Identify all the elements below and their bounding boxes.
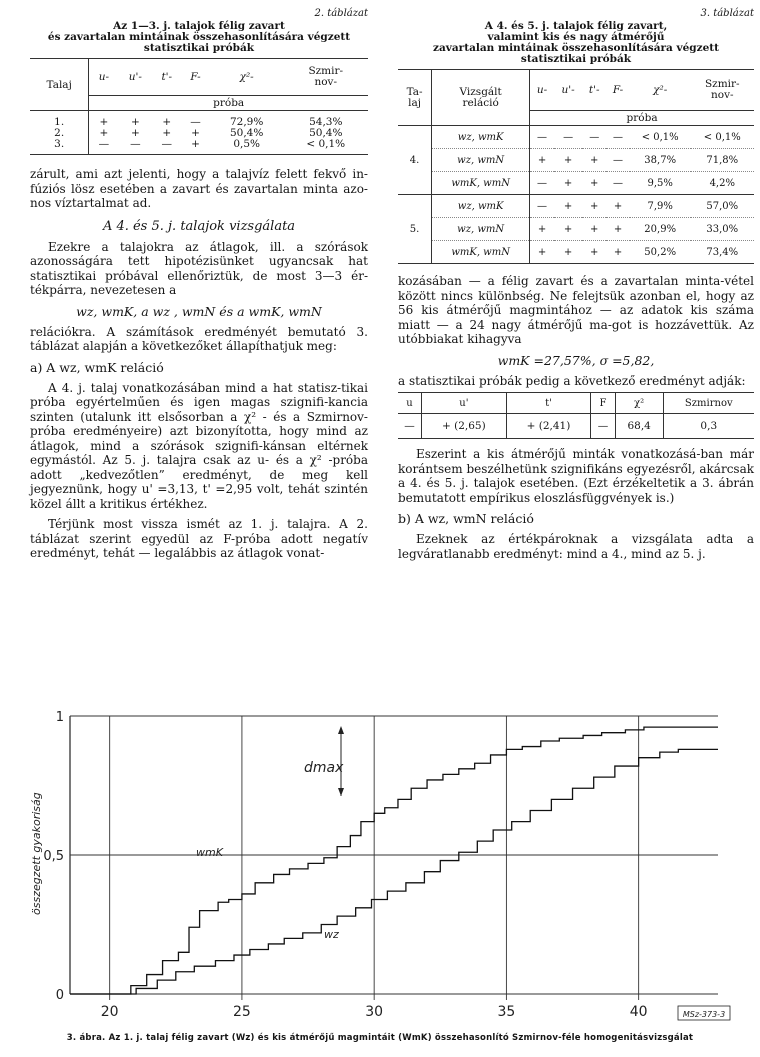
table-cell: + (2,65) — [422, 414, 507, 439]
table2-header-szmirnov: Szmir- nov- — [284, 59, 368, 96]
table2-header-u: u- — [89, 59, 119, 96]
series-line-wz — [70, 749, 718, 994]
left-column — [30, 8, 368, 561]
table-cell: 33,0% — [691, 218, 754, 241]
table3-header-t-prime: t'- — [582, 70, 606, 111]
table-cell: + (2,41) — [506, 414, 591, 439]
table-cell: 72,9% — [229, 116, 264, 128]
table-row — [398, 218, 754, 241]
table2-header-row — [30, 59, 368, 96]
body-paragraph: A 4. j. talaj vonatkozásában mind a hat statisz-tikai próba egyértelműen és igen magas szignifi-kancia szinten (utalunk itt elsősorban a χ² - és a Szmirnov-próba eredményeire) azt bizonyította, hogy mind az átlagok, mind a szórások szignifi-kánsan eltérnek egymástól. Az 5. j. talajra csak az u- és a χ² -próba adott „kedvezőtlen” eredményt, de meg kell jegyeznünk, hogy u' =3,13, t' =2,95 volt, tehát szintén közel állt a kritikus értékhez. — [30, 380, 368, 511]
subsection-heading: a) A wz, wmK reláció — [30, 359, 164, 375]
table-cell: + — [162, 127, 172, 139]
series-label-wz: wz — [324, 928, 339, 941]
table-cell: — — [582, 126, 606, 149]
x-tick-label: 30 — [365, 1004, 384, 1020]
table2-proba-label: próba — [89, 96, 368, 111]
body-paragraph: zárult, ami azt jelenti, hogy a talajvíz felett fekvő in-fúziós lösz esetében a zavart és zavartalan minta azo-nos víztartalmat ad. — [30, 167, 368, 210]
section-heading: A 4. és 5. j. talajok vizsgálata — [102, 218, 296, 234]
table-cell: 50,4% — [309, 127, 343, 139]
body-paragraph: Ezeknek az értékpároknak a vizsgálata adta a legváratlanabb eredményt: mind a 4., mind az 5. j. — [398, 532, 754, 561]
table3-title-line: statisztikai próbák — [520, 53, 632, 65]
table-cell: + — [554, 149, 582, 172]
table-row — [398, 195, 754, 218]
table-cell: + — [181, 139, 210, 155]
table3 — [398, 69, 754, 264]
table-cell: 50,2% — [630, 241, 691, 264]
body-paragraph: Térjünk most vissza ismét az 1. j. talajra. A 2. táblázat szerint egyedül az F-próba adott negatív eredményt, tehát — legalábbis az átlagok vonat- — [30, 517, 368, 560]
table-cell: 9,5% — [630, 172, 691, 195]
table-cell: + — [582, 149, 606, 172]
table-cell: 73,4% — [691, 241, 754, 264]
chart-grid — [70, 716, 718, 1000]
table-cell: < 0,1% — [691, 126, 754, 149]
table-cell: + — [89, 111, 119, 129]
dmax-label: dmax — [304, 760, 344, 776]
table-cell: — — [591, 414, 615, 439]
y-tick-label: 0,5 — [43, 849, 64, 864]
table3-number: 3. táblázat — [700, 8, 754, 19]
series-line-wmk — [70, 727, 718, 994]
table3-talaj-cell: 4. — [398, 126, 432, 195]
table-cell: + — [530, 241, 554, 264]
table2 — [30, 58, 368, 155]
table-cell: + — [530, 218, 554, 241]
table-cell: 1. — [54, 116, 65, 128]
table-row — [398, 414, 754, 439]
table-cell: + — [130, 127, 140, 139]
body-paragraph: Eszerint a kis átmérőjű minták vonatkozásá-ban már korántsem beszélhetünk szignifikáns egyezésről, akárcsak a 4. és 5. j. talajok esetében. (Ezt érzékeltetik a 3. ábrán bemutatott empírikus eloszlásfüggvények is.) — [398, 447, 754, 505]
table-cell: + — [191, 127, 200, 139]
table2-title-line: statisztikai próbák — [143, 42, 255, 54]
table-cell: 0,3 — [663, 414, 754, 439]
table-cell: + — [606, 218, 630, 241]
table-cell: + — [582, 218, 606, 241]
table-cell: 54,3% — [309, 116, 343, 128]
table-cell: — — [118, 139, 152, 155]
table-cell: — — [606, 149, 630, 172]
table2-header-f: F- — [181, 59, 210, 96]
table-cell: wz, wmK — [432, 195, 530, 218]
table3-proba-label: próba — [530, 111, 754, 126]
table-cell: 50,4% — [229, 127, 264, 139]
table3-header-relacio: Vizsgált reláció — [432, 70, 530, 126]
table-cell: + — [530, 149, 554, 172]
table-cell: — — [606, 172, 630, 195]
table3-header-talaj: Ta- laj — [398, 70, 432, 126]
table-cell: 7,9% — [630, 195, 691, 218]
chart-ticks — [43, 710, 647, 1020]
table-cell: wz, wmN — [432, 149, 530, 172]
x-tick-label: 40 — [629, 1004, 648, 1020]
table-cell: < 0,1% — [284, 139, 368, 155]
table4-header: Szmirnov — [663, 393, 754, 414]
table3-header-chi2: χ²- — [630, 70, 691, 111]
table-cell: + — [554, 172, 582, 195]
table2-title-line: Az 1—3. j. talajok félig zavart — [113, 20, 285, 32]
table-row — [398, 126, 754, 149]
table-cell: + — [89, 128, 119, 139]
table3-title-line: zavartalan mintáinak összehasonlítására végzett — [433, 42, 719, 54]
table2-header-t-prime: t'- — [152, 59, 181, 96]
table3-header-szmirnov: Szmir- nov- — [691, 70, 754, 111]
body-paragraph: kozásában — a félig zavart és a zavartalan minta-vétel között nincs különbség. Ne felejtsük azonban el, hogy az 56 kis átmérőjű magmintához — az adatok kis száma miatt — a 24 nagy átmérőjű ma-got is hozzávettük. Az utóbbiakat kihagyva — [398, 274, 754, 346]
figure-id-box — [678, 1006, 730, 1020]
formula: wmK =27,57%, σ =5,82, — [497, 352, 655, 368]
table4-header-row — [398, 393, 754, 414]
table4-header: u' — [422, 393, 507, 414]
x-tick-label: 20 — [100, 1004, 119, 1020]
table-cell: wmK, wmN — [432, 241, 530, 264]
table-cell: + — [554, 218, 582, 241]
y-tick-label: 1 — [55, 710, 64, 725]
table-cell: — — [530, 195, 554, 218]
table3-header-f: F- — [606, 70, 630, 111]
table-cell: 68,4 — [615, 414, 663, 439]
table-cell: 4,2% — [691, 172, 754, 195]
subsection-heading: b) A wz, wmN reláció — [398, 511, 534, 526]
table-cell: 0,5% — [210, 139, 284, 155]
table-cell: — — [398, 414, 422, 439]
table3-title-line: A 4. és 5. j. talajok félig zavart, — [484, 20, 668, 32]
table2-header-u-prime: u'- — [118, 59, 152, 96]
table-cell: — — [606, 126, 630, 149]
table-cell: — — [152, 139, 181, 155]
table-cell: — — [89, 139, 119, 155]
table-cell: + — [554, 241, 582, 264]
table-cell: 57,0% — [691, 195, 754, 218]
chart-series — [70, 727, 718, 994]
table3-title-line: valamint kis és nagy átmérőjű — [487, 31, 665, 43]
figure-caption: 3. ábra. Az 1. j. talaj félig zavart (Wz) és kis átmérőjű magmintáit (WmK) összehasonlító Szmirnov-féle homogenitásvizsgálat — [66, 1033, 694, 1043]
table-cell: — — [190, 116, 201, 128]
series-label-wmk: wmK — [196, 846, 223, 859]
table-cell: + — [130, 116, 140, 128]
table3-talaj-cell: 5. — [398, 195, 432, 264]
table3-header-u-prime: u'- — [554, 70, 582, 111]
table-cell: wz, wmN — [432, 218, 530, 241]
x-tick-label: 25 — [233, 1004, 251, 1020]
chart-y-axis-label: összegzett gyakoriság — [30, 792, 43, 915]
table-cell: + — [554, 195, 582, 218]
table-cell: 20,9% — [630, 218, 691, 241]
table3-header-row — [398, 70, 754, 111]
table-cell: + — [582, 241, 606, 264]
table3-title — [398, 21, 754, 65]
table-row — [30, 139, 368, 155]
table4-header: u — [398, 393, 422, 414]
dmax-annotation — [304, 726, 344, 796]
table2-title-line: és zavartalan mintáinak összehasonlítására végzett — [47, 31, 351, 43]
table-row — [398, 149, 754, 172]
body-paragraph: a statisztikai próbák pedig a következő eredményt adják: — [398, 373, 746, 388]
table-cell: wz, wmK — [432, 126, 530, 149]
table-cell: < 0,1% — [630, 126, 691, 149]
table-row — [30, 111, 368, 129]
table4-header: χ² — [615, 393, 663, 414]
table-row — [398, 241, 754, 264]
table-cell: 3. — [30, 139, 89, 155]
table-cell: + — [606, 195, 630, 218]
dmax-arrow-head-bottom — [338, 788, 344, 796]
x-tick-label: 35 — [497, 1004, 516, 1020]
table2-header-chi2: χ²- — [210, 59, 284, 96]
table-cell: 38,7% — [630, 149, 691, 172]
table-cell: + — [606, 241, 630, 264]
y-tick-label: 0 — [55, 988, 64, 1003]
body-paragraph: relációkra. A számítások eredményét bemutató 3. táblázat alapján a következőket állapíthatjuk meg: — [30, 324, 368, 353]
table3-header-u: u- — [530, 70, 554, 111]
table4 — [398, 392, 754, 439]
table-cell: + — [162, 116, 172, 128]
table-cell: 71,8% — [691, 149, 754, 172]
table-cell: wmK, wmN — [432, 172, 530, 195]
table2-title — [30, 21, 368, 54]
table-cell: — — [554, 126, 582, 149]
table4-header: F — [591, 393, 615, 414]
table-row — [398, 172, 754, 195]
table4-header: t' — [506, 393, 591, 414]
figure-id: MSz-373-3 — [682, 1010, 726, 1019]
dmax-arrow-head-top — [338, 726, 344, 734]
table-cell: — — [530, 172, 554, 195]
table2-header-talaj: Talaj — [30, 59, 89, 111]
right-column — [398, 8, 754, 561]
table2-number: 2. táblázat — [314, 8, 368, 19]
table-cell: 2. — [54, 127, 65, 139]
table-cell: + — [582, 195, 606, 218]
table-cell: — — [530, 126, 554, 149]
formula: wz, wmK, a wz , wmN és a wmK, wmN — [76, 303, 322, 319]
body-paragraph: Ezekre a talajokra az átlagok, ill. a szórások azonosságára tett hipotézisünket ugyancsak hat statisztikai próbával ellenőriztük, de most 3—3 ér-tékpárra, nevezetesen a — [30, 239, 368, 297]
cdf-chart — [28, 706, 740, 1028]
table-cell: + — [582, 172, 606, 195]
